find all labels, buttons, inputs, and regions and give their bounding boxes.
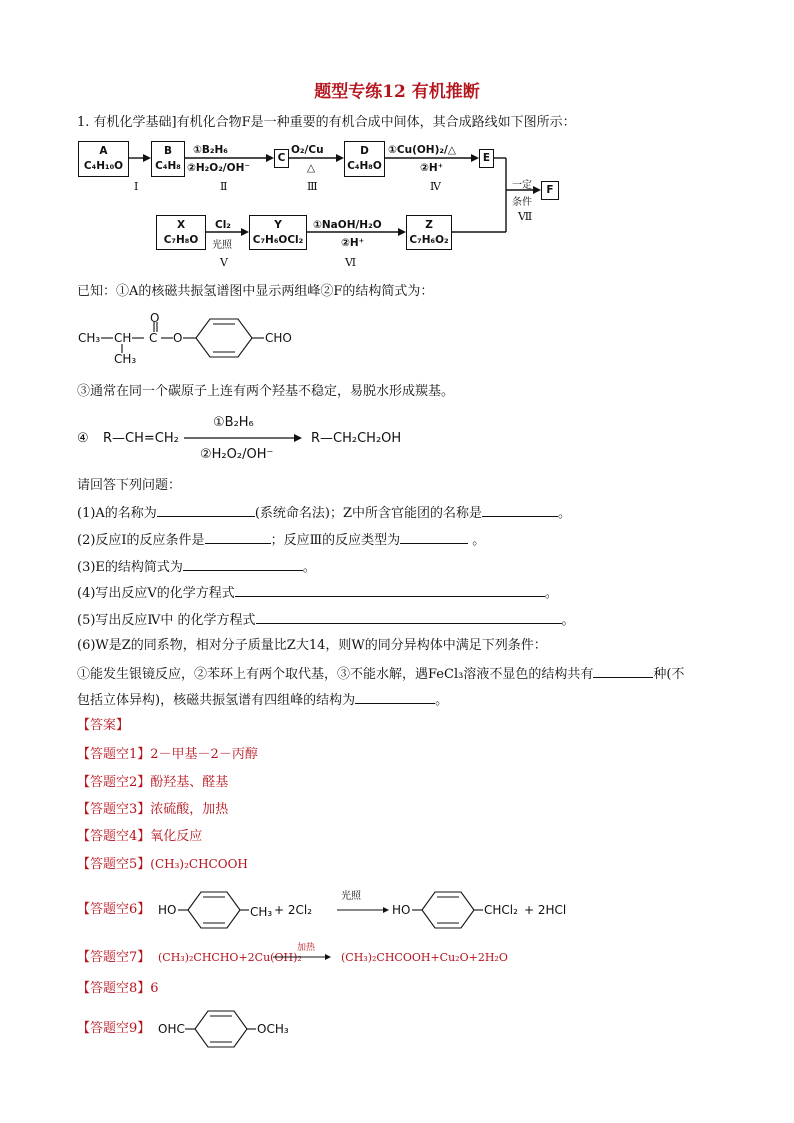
known-4-reaction <box>77 415 437 463</box>
answer-blank-8[interactable] <box>593 664 653 678</box>
answer-9 <box>77 1006 377 1052</box>
question-6-line-3 <box>77 690 448 710</box>
question-6-part-c: 包括立体异构)，核磁共振氢谱有四组峰的结构为 <box>77 693 356 708</box>
step-i-label: Ⅰ <box>134 180 139 193</box>
answer-7-arrow <box>273 953 331 961</box>
known-4-arrow <box>184 433 302 443</box>
question-2-part-c: 。 <box>472 533 486 548</box>
question-6-line-2 <box>77 664 684 684</box>
answer-blank-1[interactable] <box>157 503 255 517</box>
answer-1-text: 2－甲基－2－丙醇 <box>150 747 258 762</box>
question-6-line-1: (6)W是Z的同系物，相对分子质量比Z大14，则W的同分异构体中满足下列条件： <box>77 638 547 653</box>
answer-blank-4[interactable] <box>400 530 468 544</box>
questions-prompt: 请回答下列问题： <box>77 478 182 493</box>
compound-a-box <box>78 141 129 177</box>
step-v-label: Ⅴ <box>220 256 228 269</box>
step-vii-reagent-top: 一定 <box>512 180 532 191</box>
compound-b-name: B <box>163 145 172 157</box>
answer-7-left: (CH₃)₂CHCHO+2Cu(OH)₂ <box>158 951 302 964</box>
answer-7-condition: 加热 <box>297 943 316 953</box>
question-intro: 1. 有机化学基础]有机化合物F是一种重要的有机合成中间体，其合成路线如下图所示： <box>77 115 576 130</box>
step-ii-reagent-top: ①B₂H₆ <box>193 144 228 156</box>
known-4-reagent-bottom: ②H₂O₂/OH⁻ <box>200 447 274 462</box>
question-5-part-b: 。 <box>561 613 575 628</box>
answer-6-ho-reactant: HO <box>158 903 177 917</box>
answer-2-label: 【答题空2】 <box>77 775 151 790</box>
answer-5-text: (CH₃)₂CHCOOH <box>150 857 248 871</box>
compound-x-formula: C₇H₈O <box>163 234 199 246</box>
f-structure <box>70 308 300 370</box>
question-6-part-a: ①能发生银镜反应，②苯环上有两个取代基，③不能水解，遇FeCl₃溶液不显色的结构共有 <box>77 667 594 682</box>
answer-2 <box>77 774 228 792</box>
compound-f-box <box>541 181 559 200</box>
question-3 <box>77 557 316 577</box>
question-6-part-b: 种(不 <box>653 667 685 682</box>
question-2-part-a: (2)反应Ⅰ的反应条件是 <box>77 533 205 548</box>
answer-blank-5[interactable] <box>183 557 303 571</box>
answer-4-label: 【答题空4】 <box>77 829 151 844</box>
compound-y-box <box>249 215 307 250</box>
answer-6-label: 【答题空6】 <box>77 902 151 917</box>
known-1-text: 已知：①A的核磁共振氢谱图中显示两组峰②F的结构简式为： <box>77 284 434 299</box>
f-carbonyl-c: C <box>149 331 158 345</box>
f-ch: CH <box>114 331 132 345</box>
answer-3-text: 浓硫酸，加热 <box>150 802 229 817</box>
f-ester-o: O <box>173 331 183 345</box>
compound-x-box <box>156 215 206 250</box>
compound-y-formula: C₇H₆OCl₂ <box>252 234 304 246</box>
answer-4 <box>77 828 202 846</box>
step-vi-reagent-top: ①NaOH/H₂O <box>313 219 382 231</box>
synthesis-scheme <box>0 0 794 280</box>
compound-f-name: F <box>546 184 554 196</box>
answer-3 <box>77 801 228 819</box>
answer-blank-2[interactable] <box>482 503 558 517</box>
step-v-reagent-top: Cl₂ <box>215 219 231 231</box>
step-iv-label: Ⅳ <box>430 180 441 193</box>
compound-d-name: D <box>360 145 369 157</box>
scheme-arrows <box>0 0 794 280</box>
f-ch3-bottom: CH₃ <box>114 352 137 366</box>
question-5 <box>77 610 575 630</box>
answer-blank-3[interactable] <box>205 530 271 544</box>
question-6-part-d: 。 <box>435 693 449 708</box>
answer-2-text: 酚羟基、醛基 <box>150 775 229 790</box>
answer-6-ch3: CH₃ <box>250 905 273 919</box>
f-cho: CHO <box>265 331 292 345</box>
compound-x-name: X <box>176 219 186 231</box>
question-1-part-a: (1)A的名称为 <box>77 506 157 521</box>
answer-4-text: 氧化反应 <box>150 829 203 844</box>
answer-6-chcl2: CHCl₂ <box>484 903 518 917</box>
answer-7-right: (CH₃)₂CHCOOH+Cu₂O+2H₂O <box>341 951 508 964</box>
answer-9-ohc: OHC <box>158 1022 185 1036</box>
answers-header: 【答案】 <box>77 718 130 733</box>
step-vi-reagent-bottom: ②H⁺ <box>341 237 365 249</box>
compound-c-box <box>274 149 289 168</box>
step-iii-reagent-bottom: △ <box>307 162 316 174</box>
answer-6-plus-cl2: + 2Cl₂ <box>274 903 313 917</box>
answer-1 <box>77 746 258 764</box>
question-2-part-b: ；反应Ⅲ的反应类型为 <box>270 533 401 548</box>
question-4-part-b: 。 <box>544 586 558 601</box>
question-4 <box>77 583 558 603</box>
question-1-part-c: 。 <box>558 506 572 521</box>
compound-b-formula: C₄H₈ <box>155 160 181 172</box>
answer-9-och3: OCH₃ <box>257 1022 289 1036</box>
step-iii-label: Ⅲ <box>307 180 318 193</box>
compound-b-box <box>151 141 185 177</box>
known-3-text: ③通常在同一个碳原子上连有两个羟基不稳定，易脱水形成羰基。 <box>77 384 455 399</box>
answer-5-label: 【答题空5】 <box>77 857 151 872</box>
answer-1-label: 【答题空1】 <box>77 747 151 762</box>
answer-6 <box>77 886 577 934</box>
answer-blank-7[interactable] <box>256 610 562 624</box>
known-4-reagent-top: ①B₂H₆ <box>213 415 254 430</box>
answer-8-label: 【答题空8】 <box>77 981 151 996</box>
answer-8 <box>77 980 159 998</box>
compound-d-formula: C₄H₈O <box>347 160 382 172</box>
step-v-reagent-bottom: 光照 <box>212 240 232 251</box>
compound-y-name: Y <box>274 219 282 231</box>
answer-6-condition: 光照 <box>341 891 361 902</box>
answer-6-ho-product: HO <box>392 903 411 917</box>
f-ch3-left: CH₃ <box>78 331 101 345</box>
answer-blank-9[interactable] <box>355 690 435 704</box>
step-iv-reagent-top: ①Cu(OH)₂/△ <box>388 144 456 156</box>
compound-a-name: A <box>99 145 108 157</box>
question-3-part-b: 。 <box>302 560 316 575</box>
known-4-number: ④ <box>77 431 89 446</box>
compound-d-box <box>344 141 385 177</box>
question-3-part-a: (3)E的结构简式为 <box>77 560 183 575</box>
answer-6-plus-hcl: + 2HCl <box>524 903 567 917</box>
answer-blank-6[interactable] <box>235 583 545 597</box>
step-vi-label: Ⅵ <box>345 256 357 269</box>
known-4-reactant: R—CH=CH₂ <box>103 431 179 446</box>
compound-a-formula: C₄H₁₀O <box>83 160 124 172</box>
answer-7 <box>77 945 577 971</box>
compound-z-name: Z <box>425 219 433 231</box>
f-carbonyl-o: O <box>150 311 160 325</box>
step-iii-reagent-top: O₂/Cu <box>291 144 324 156</box>
step-vii-label: Ⅶ <box>518 210 533 223</box>
compound-z-box <box>406 215 452 250</box>
question-5-part-a: (5)写出反应Ⅳ中 的化学方程式 <box>77 613 256 628</box>
step-ii-label: Ⅱ <box>220 180 228 193</box>
step-ii-reagent-bottom: ②H₂O₂/OH⁻ <box>187 162 250 174</box>
compound-z-formula: C₇H₆O₂ <box>409 234 449 246</box>
answer-7-label: 【答题空7】 <box>77 950 151 965</box>
question-1 <box>77 503 571 523</box>
step-vii-reagent-bottom: 条件 <box>512 197 532 208</box>
compound-e-name: E <box>482 152 491 164</box>
compound-c-name: C <box>277 152 286 164</box>
question-2 <box>77 530 485 550</box>
answer-8-text: 6 <box>150 981 159 996</box>
answer-5 <box>77 855 248 874</box>
question-4-part-a: (4)写出反应Ⅴ的化学方程式 <box>77 586 235 601</box>
question-1-part-b: (系统命名法)；Z中所含官能团的名称是 <box>254 506 482 521</box>
answer-9-label: 【答题空9】 <box>77 1021 151 1036</box>
answer-3-label: 【答题空3】 <box>77 802 151 817</box>
known-4-product: R—CH₂CH₂OH <box>311 431 402 446</box>
page-title: 题型专练12 有机推断 <box>314 82 480 102</box>
compound-e-box <box>479 149 494 168</box>
step-iv-reagent-bottom: ②H⁺ <box>420 162 444 174</box>
